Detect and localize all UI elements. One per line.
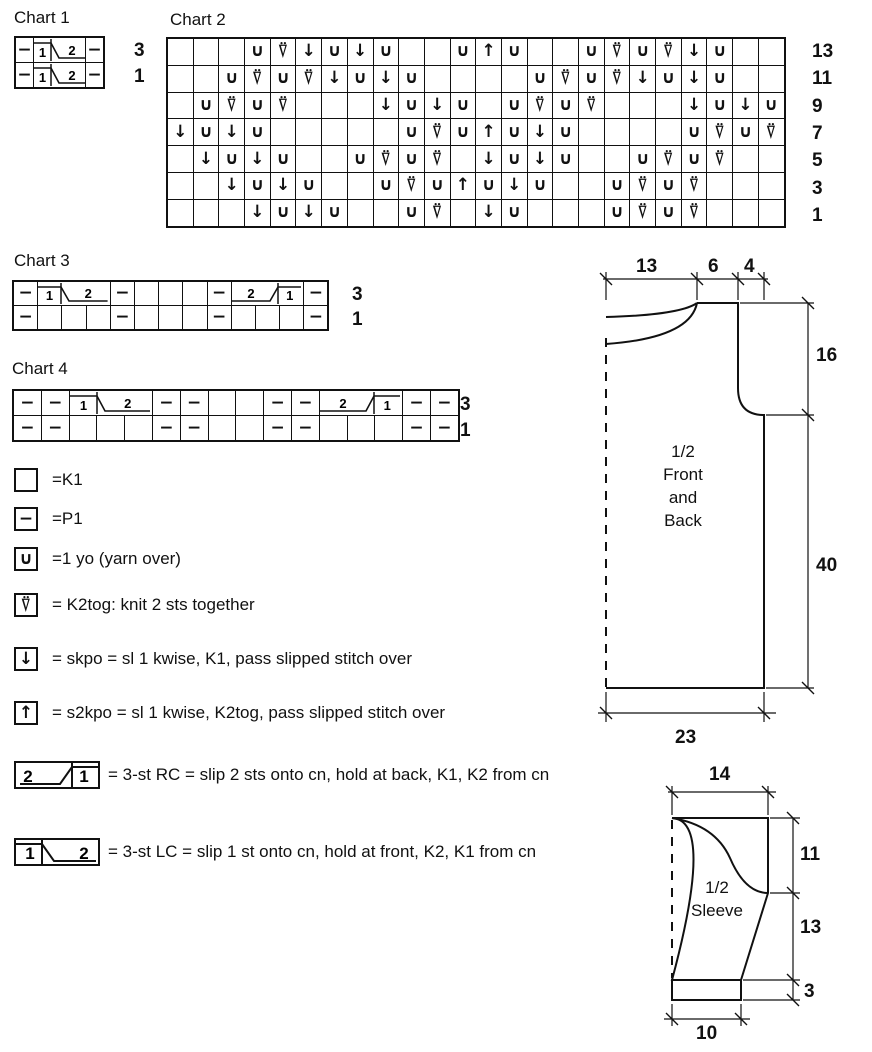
legend-rc-text: = 3-st RC = slip 2 sts onto cn, hold at back, K1, K2 from cn: [108, 765, 550, 784]
yarn-over-cell: ∪: [656, 199, 682, 226]
k2tog-cell: ⍢: [604, 38, 630, 65]
yarn-over-cell: ∪: [347, 146, 373, 173]
legend-p1-text: =P1: [52, 509, 83, 528]
purl-cell: −: [110, 281, 134, 306]
skpo-cell: ↓: [347, 38, 373, 65]
yarn-over-cell: ∪: [450, 38, 476, 65]
cable-two-label: 2: [68, 68, 76, 83]
yarn-over-cell: ∪: [527, 65, 553, 92]
rc-one-label: 1: [79, 767, 89, 786]
k2tog-cell: ⍢: [527, 92, 553, 119]
body-dim-side-length: 40: [816, 555, 838, 576]
body-dim-neck-drop: 6: [708, 256, 719, 277]
yarn-over-cell: ∪: [373, 38, 399, 65]
chart-row-number: 13: [812, 41, 834, 62]
purl-cell: −: [304, 306, 329, 331]
skpo-cell: ↓: [733, 92, 759, 119]
body-label-line4: Back: [664, 511, 702, 530]
yarn-over-cell: ∪: [476, 172, 502, 199]
chart4-title: Chart 4: [12, 359, 68, 378]
yarn-over-cell: ∪: [630, 146, 656, 173]
skpo-cell: ↓: [245, 146, 271, 173]
legend-yo-text: =1 yo (yarn over): [52, 549, 181, 568]
cable-one-label: 1: [38, 70, 47, 85]
yarn-over-cell: ∪: [553, 119, 579, 146]
yarn-over-cell: ∪: [245, 119, 271, 146]
yarn-over-cell: ∪: [347, 65, 373, 92]
chart2-title: Chart 2: [170, 10, 226, 29]
cable-one-label: 1: [79, 398, 87, 413]
yarn-over-cell: ∪: [450, 119, 476, 146]
purl-cell: −: [207, 281, 231, 306]
sleeve-label-line1: 1/2: [705, 878, 729, 897]
purl-cell: −: [304, 281, 329, 306]
purl-cell: −: [403, 390, 431, 416]
sleeve-dim-cap: 11: [800, 844, 821, 865]
purl-cell: −: [207, 306, 231, 331]
body-dim-neck-width: 13: [636, 256, 658, 277]
purl-cell: −: [13, 306, 38, 331]
chart-row-number: 3: [352, 284, 363, 305]
purl-cell: −: [264, 416, 292, 442]
k2tog-cell: ⍢: [424, 119, 450, 146]
yarn-over-cell: ∪: [373, 172, 399, 199]
yarn-over-cell: ∪: [245, 92, 271, 119]
body-label-line2: Front: [663, 465, 703, 484]
chart-row-number: 11: [812, 68, 833, 90]
cable-two-label: 2: [339, 396, 347, 411]
skpo-cell: ↓: [476, 146, 502, 173]
k2tog-cell: ⍢: [424, 146, 450, 173]
lc-two-label: 2: [79, 844, 89, 863]
legend-k2tog-text: = K2tog: knit 2 sts together: [52, 595, 255, 614]
legend-skpo-text: = skpo = sl 1 kwise, K1, pass slipped stitch over: [52, 649, 413, 668]
yarn-over-cell: ∪: [270, 146, 296, 173]
body-dim-width: 23: [675, 727, 697, 748]
yarn-over-cell: ∪: [656, 65, 682, 92]
purl-cell: −: [180, 416, 208, 442]
yarn-over-cell: ∪: [193, 119, 219, 146]
cable-one-label: 1: [46, 288, 54, 303]
yarn-over-cell: ∪: [707, 65, 733, 92]
body-dim-armhole: 16: [816, 345, 838, 366]
sleeve-dim-top: 14: [709, 764, 731, 785]
purl-symbol-icon: −: [14, 507, 38, 531]
yarn-over-cell: ∪: [707, 92, 733, 119]
purl-cell: −: [152, 390, 180, 416]
sleeve-cuff: [672, 980, 741, 1000]
yarn-over-cell: ∪: [501, 92, 527, 119]
chart1-title: Chart 1: [14, 8, 70, 27]
skpo-cell: ↓: [322, 65, 348, 92]
skpo-cell: ↓: [270, 172, 296, 199]
purl-cell: −: [291, 390, 319, 416]
purl-cell: −: [264, 390, 292, 416]
skpo-cell: ↓: [681, 65, 707, 92]
k2tog-cell: ⍢: [707, 119, 733, 146]
k2tog-cell: ⍢: [656, 146, 682, 173]
chart-row-number: 3: [812, 177, 823, 199]
purl-cell: −: [41, 390, 69, 416]
lc-one-label: 1: [25, 844, 35, 863]
skpo-cell: ↓: [476, 199, 502, 226]
purl-cell: −: [41, 416, 69, 442]
yarn-over-cell: ∪: [579, 38, 605, 65]
cable-two-label: 2: [68, 43, 76, 58]
k2tog-cell: ⍢: [373, 146, 399, 173]
body-label-line3: and: [668, 488, 698, 507]
skpo-cell: ↓: [501, 172, 527, 199]
purl-cell: −: [86, 37, 105, 63]
skpo-cell: ↓: [681, 92, 707, 119]
yarn-over-cell: ∪: [399, 146, 425, 173]
chart3-title: Chart 3: [14, 251, 70, 270]
sleeve-label-line2: Sleeve: [691, 901, 743, 920]
rc-two-label: 2: [23, 767, 33, 786]
purl-cell: −: [15, 63, 34, 89]
yarn-over-cell: ∪: [501, 199, 527, 226]
k2tog-cell: ⍢: [630, 172, 656, 199]
s2kpo-cell: ↑: [450, 172, 476, 199]
yarn-over-cell: ∪: [707, 38, 733, 65]
skpo-cell: ↓: [630, 65, 656, 92]
purl-cell: −: [430, 416, 458, 442]
k2tog-cell: ⍢: [707, 146, 733, 173]
purl-cell: −: [291, 416, 319, 442]
s2kpo-cell: ↑: [476, 38, 502, 65]
purl-cell: −: [13, 281, 38, 306]
skpo-cell: ↓: [424, 92, 450, 119]
skpo-cell: ↓: [296, 199, 322, 226]
yarn-over-cell: ∪: [501, 38, 527, 65]
yarn-over-cell: ∪: [296, 172, 322, 199]
k2tog-cell: ⍢: [604, 65, 630, 92]
yarn-over-cell: ∪: [733, 119, 759, 146]
k2tog-cell: ⍢: [296, 65, 322, 92]
yarn-over-cell: ∪: [758, 92, 784, 119]
k2tog-cell: ⍢: [245, 65, 271, 92]
skpo-arrow-down-icon: ↓: [14, 647, 38, 671]
yarn-over-cell: ∪: [245, 172, 271, 199]
sleeve-dim-width: 10: [696, 1023, 718, 1044]
skpo-cell: ↓: [527, 119, 553, 146]
purl-cell: −: [13, 416, 41, 442]
purl-cell: −: [110, 306, 134, 331]
yarn-over-cell: ∪: [553, 146, 579, 173]
skpo-cell: ↓: [296, 38, 322, 65]
yarn-over-cell: ∪: [527, 172, 553, 199]
yarn-over-cell: ∪: [656, 172, 682, 199]
chart-row-number: 9: [812, 95, 823, 117]
chart-row-number: 1: [460, 419, 471, 441]
purl-cell: −: [15, 37, 34, 63]
legend-k1-text: =K1: [52, 470, 83, 489]
k2tog-cell: ⍢: [630, 199, 656, 226]
yarn-over-cell: ∪: [322, 199, 348, 226]
k2tog-cell: ⍢: [681, 172, 707, 199]
skpo-cell: ↓: [373, 65, 399, 92]
yarn-over-cell: ∪: [245, 38, 271, 65]
chart-row-number: 5: [812, 150, 823, 172]
body-front-neck: [606, 303, 697, 317]
purl-cell: −: [86, 63, 105, 89]
yarn-over-cell: ∪: [399, 119, 425, 146]
yarn-over-cell: ∪: [399, 92, 425, 119]
yarn-over-cell: ∪: [399, 199, 425, 226]
k2tog-cell: ⍢: [758, 119, 784, 146]
k2tog-cell: ⍢: [399, 172, 425, 199]
cable-one-label: 1: [285, 288, 294, 303]
purl-cell: −: [152, 416, 180, 442]
purl-cell: −: [403, 416, 431, 442]
chart-row-number: 3: [134, 40, 145, 61]
skpo-cell: ↓: [219, 119, 245, 146]
yarn-over-cell: ∪: [322, 38, 348, 65]
s2kpo-cell: ↑: [476, 119, 502, 146]
skpo-cell: ↓: [167, 119, 193, 146]
body-label-line1: 1/2: [671, 442, 695, 461]
yarn-over-cell: ∪: [630, 38, 656, 65]
legend-s2kpo-text: = s2kpo = sl 1 kwise, K2tog, pass slipped stitch over: [52, 703, 446, 722]
yarn-over-cell: ∪: [399, 65, 425, 92]
k2tog-cell: ⍢: [270, 38, 296, 65]
chart-row-number: 1: [134, 65, 145, 87]
skpo-cell: ↓: [373, 92, 399, 119]
purl-cell: −: [13, 390, 41, 416]
yarn-over-cell: ∪: [604, 172, 630, 199]
skpo-cell: ↓: [193, 146, 219, 173]
cable-two-label: 2: [247, 286, 255, 301]
yarn-over-cell: ∪: [579, 65, 605, 92]
yarn-over-cell: ∪: [501, 146, 527, 173]
k2tog-symbol-icon: ⍢: [14, 593, 38, 617]
yarn-over-cell: ∪: [604, 199, 630, 226]
yarn-over-symbol-icon: ∪: [14, 547, 38, 571]
sleeve-dim-cuff: 3: [804, 981, 815, 1002]
purl-cell: −: [430, 390, 458, 416]
chart-row-number: 7: [812, 122, 823, 144]
yarn-over-cell: ∪: [219, 146, 245, 173]
skpo-cell: ↓: [245, 199, 271, 226]
body-label: [646, 440, 720, 532]
sleeve-label: [680, 876, 754, 922]
k2tog-cell: ⍢: [681, 199, 707, 226]
chart-row-number: 1: [352, 308, 363, 330]
skpo-cell: ↓: [527, 146, 553, 173]
yarn-over-cell: ∪: [219, 65, 245, 92]
skpo-cell: ↓: [681, 38, 707, 65]
legend-lc-text: = 3-st LC = slip 1 st onto cn, hold at front, K2, K1 from cn: [108, 842, 537, 861]
yarn-over-cell: ∪: [501, 119, 527, 146]
body-dim-shoulder: 4: [744, 256, 755, 277]
yarn-over-cell: ∪: [681, 119, 707, 146]
yarn-over-cell: ∪: [270, 65, 296, 92]
cable-two-label: 2: [84, 286, 93, 301]
skpo-cell: ↓: [219, 172, 245, 199]
chart-row-number: 3: [460, 394, 471, 415]
yarn-over-cell: ∪: [424, 172, 450, 199]
k2tog-cell: ⍢: [424, 199, 450, 226]
yarn-over-cell: ∪: [553, 92, 579, 119]
k2tog-cell: ⍢: [219, 92, 245, 119]
k2tog-cell: ⍢: [270, 92, 296, 119]
yarn-over-cell: ∪: [450, 92, 476, 119]
s2kpo-arrow-up-icon: ↑: [14, 701, 38, 725]
cable-two-label: 2: [123, 396, 131, 411]
k2tog-cell: ⍢: [579, 92, 605, 119]
cable-one-label: 1: [38, 45, 47, 60]
yarn-over-cell: ∪: [270, 199, 296, 226]
yarn-over-cell: ∪: [681, 146, 707, 173]
k2tog-cell: ⍢: [656, 38, 682, 65]
sleeve-dim-length: 13: [800, 917, 822, 938]
purl-cell: −: [180, 390, 208, 416]
k2tog-cell: ⍢: [553, 65, 579, 92]
chart-row-number: 1: [812, 204, 823, 226]
yarn-over-cell: ∪: [193, 92, 219, 119]
cable-one-label: 1: [383, 398, 391, 413]
